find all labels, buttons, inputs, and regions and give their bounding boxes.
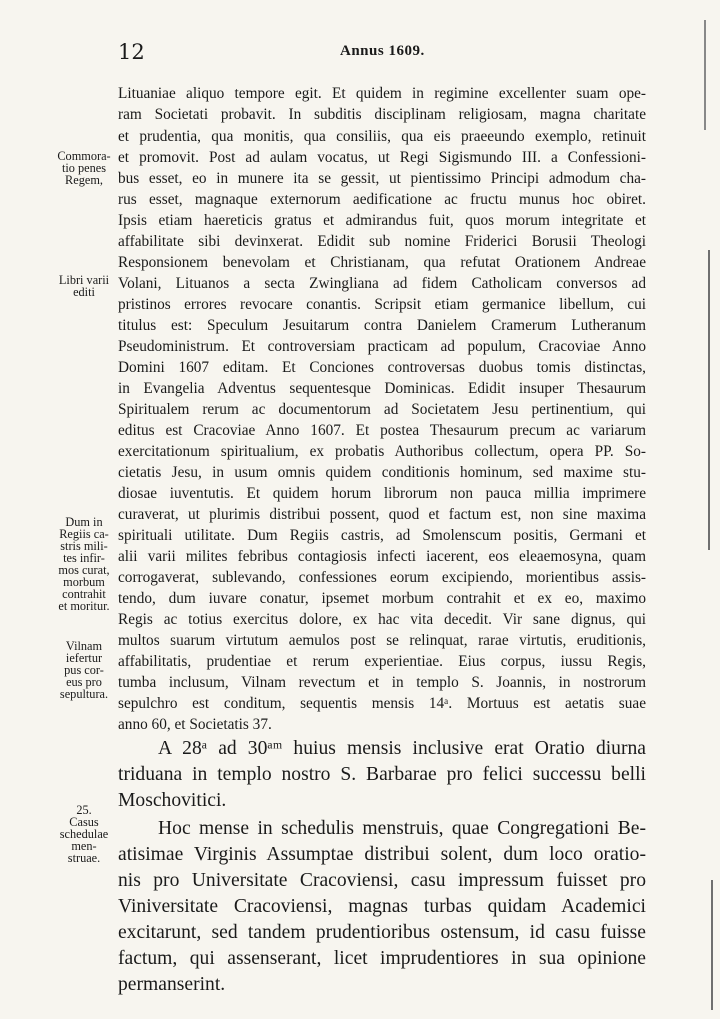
marginal-line: iefertur [65,651,103,665]
body-line: pristinos errores revocare conantis. Scripsit etiam germanice libellum, cui [118,296,646,313]
body-line: affabilitate sibi devinxerat. Edidit sub nomine Friderici Borusii Theologi [118,233,646,250]
paragraph-line: atisimae Virginis Assumptae distribui solent, dum loco oratio- [118,844,646,865]
body-line: Lituaniae aliquo tempore egit. Et quidem in regimine excellenter suam ope- [118,85,646,102]
marginal-line: morbum [63,575,105,589]
body-line: bus esset, eo in munere ita se gessit, ut pientissimo Principi admodum cha- [118,170,646,187]
paragraph-line: A 28ᵃ ad 30ᵃᵐ huius mensis inclusive erat Oratio diurna [158,738,646,759]
body-line: Regis ac totius exercitus dolore, ex hac vita decedit. Vir sane dignus, qui [118,611,646,628]
running-title: Annus 1609. [340,43,425,59]
paragraph-line: Viniversitate Cracoviensi, magnas turbas quidam Academici [118,896,646,917]
marginal-line: Libri varii [58,273,110,287]
marginal-line: stris mili- [60,539,108,553]
marginal-line: 25. [76,803,92,817]
body-line: tumba inclusum, Vilnam revectum et in templo S. Joannis, in nostrorum [118,674,646,691]
body-line: anno 60, et Societatis 37. [118,716,272,733]
body-line: et promovit. Post ad aulam vocatus, ut Regi Sigismundo III. a Confessioni- [118,149,646,166]
body-line: Volani, Lituanos a secta Zwingliana ad fidem Catholicam conversos ad [118,275,646,292]
marginal-line: contrahit [62,587,106,601]
body-line: sepulchro est conditum, sequentis mensis 14ᵃ. Mortuus est aetatis suae [118,695,646,712]
body-line: Ipsis etiam haereticis gratus et admirandus fuit, quos morum integritate et [118,212,646,229]
marginal-line: tio penes [61,161,107,175]
body-line: titulus est: Speculum Jesuitarum contra Danielem Cramerum Lutheranum [118,317,646,334]
marginal-line: Vilnam [65,639,103,653]
marginal-line: Regiis ca- [59,527,109,541]
marginal-line: Casus [69,815,99,829]
paragraph-line: factum, qui assenserant, licet imprudentiores in sua opinione [118,948,646,969]
marginal-note-dum [50,516,118,612]
body-line: curaverat, ut plurimis distribui possent, quod et factum est, non sine maxima [118,506,646,523]
paragraph-line: excitarunt, sed tandem prudentioribus ostensum, id casu fuisse [118,922,646,943]
paragraph-line: triduana in templo nostro S. Barbarae pro felici successu belli [118,764,646,785]
body-line: et prudentia, qua monitis, qua consiliis, qua eis praeeundo exemplo, retinuit [118,128,646,145]
paragraph-line: Hoc mense in schedulis menstruis, quae Congregationi Be- [158,818,646,839]
marginal-line: Commora- [57,149,111,163]
body-line: rus esset, magnaque externorum aedificatione ac fructu munus hoc obiret. [118,191,646,208]
body-line: alii varii milites febribus contagiosis infecti iacerent, eos eleaemosyna, quam [118,548,646,565]
body-line: multos suarum virtutum aemulos post se relinquat, rarae virtutis, eruditionis, [118,632,646,649]
marginal-note-vilnam [50,640,118,700]
marginal-line: mos curat, [58,563,110,577]
body-line: diosae iuventutis. Et quidem horum librorum non pauca millia imprimere [118,485,646,502]
marginal-line: editi [73,285,95,299]
paragraph-line: permanserint. [118,974,226,995]
body-line: Pseudoministrum. Et controversiam practicam ad populum, Cracoviae Anno [118,338,646,355]
marginal-line: struae. [67,851,101,865]
marginal-line: pus cor- [64,663,104,677]
page-edge-mark [704,20,706,130]
page-number: 12 [118,40,145,64]
marginal-note-commoratio [50,150,118,186]
marginal-line: men- [71,839,97,853]
body-line: cietatis Jesu, in usum omnis quidem conditionis hominum, sed maxime stu- [118,464,646,481]
body-line: Spiritualem rerum ac documentorum ad Societatem Jesu pertinentium, qui [118,401,646,418]
body-line: editus est Cracoviae Anno 1607. Et postea Thesaurum precum ac variarum [118,422,646,439]
body-line: in Evangelia Adventus sequentesque Dominicas. Edidit insuper Thesaurum [118,380,646,397]
marginal-line: et moritur. [58,599,110,613]
body-line: tendo, dum iuvare conatur, ipsemet morbum contrahit et ex eo, maximo [118,590,646,607]
marginal-line: sepultura. [59,687,109,701]
marginal-line: schedulae [59,827,109,841]
body-line: Domini 1607 editam. Et Conciones controversas duobus tomis distinctas, [118,359,646,376]
body-line: corrogaverat, sublevando, confessiones eorum excipiendo, morientibus assis- [118,569,646,586]
body-line: Responsionem benevolam et Christianam, qua refutat Orationem Andreae [118,254,646,271]
marginal-line: eus pro [66,675,102,689]
marginal-note-libri [50,274,118,298]
marginal-line: Dum in [65,515,103,529]
paragraph-line: nis pro Universitate Cracoviensi, casu impressum fuisset pro [118,870,646,891]
marginal-line: tes infir- [63,551,105,565]
marginal-note-casus [50,804,118,864]
body-line: ram Societati probavit. In subditis disciplinam religiosam, magna charitate [118,106,646,123]
page-header [0,40,720,68]
page-edge-mark [708,250,710,550]
marginal-line: Regem, [65,173,103,187]
page-edge-mark [711,880,713,1010]
body-line: affabilitatis, prudentiae et rerum experientiae. Eius corpus, iussu Regis, [118,653,646,670]
body-line: exercitationum spiritualium, ex probatis Authoribus collectum, opera PP. So- [118,443,646,460]
paragraph-line: Moschovitici. [118,790,227,811]
body-line: spirituali utilitate. Dum Regiis castris, ad Smolenscum positis, Germani et [118,527,646,544]
